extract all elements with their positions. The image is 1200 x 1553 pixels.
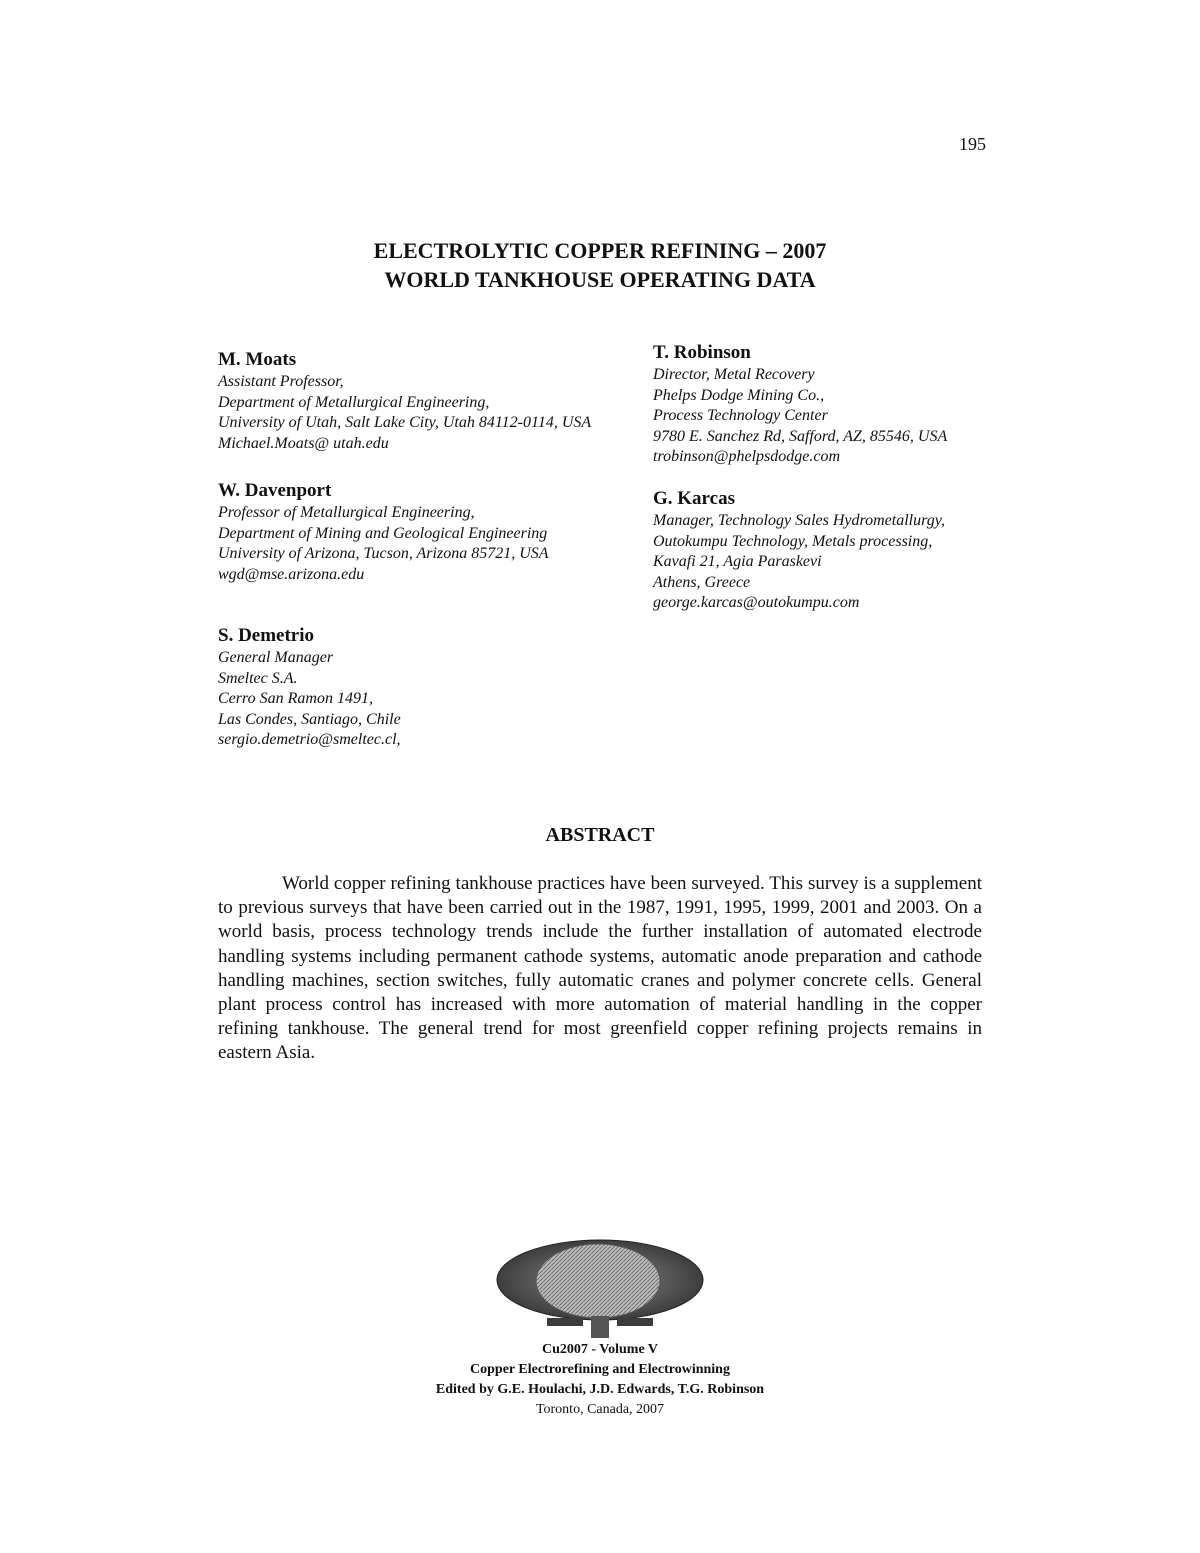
author-affiliation-line: Manager, Technology Sales Hydrometallurgy, — [653, 512, 945, 529]
footer-editors: Edited by G.E. Houlachi, J.D. Edwards, T.G. Robinson — [435, 1382, 765, 1397]
footer-volume: Cu2007 - Volume V — [541, 1342, 659, 1357]
author-name: T. Robinson — [653, 342, 751, 363]
author-affiliation-line: Department of Metallurgical Engineering, — [218, 393, 490, 411]
paper-title — [0, 236, 1200, 294]
author-affiliation-line: Cerro San Ramon 1491, — [218, 690, 373, 707]
author-email: sergio.demetrio@smeltec.cl, — [218, 731, 401, 748]
title-line-2: WORLD TANKHOUSE OPERATING DATA — [384, 267, 816, 292]
author-affiliation-line: Outokumpu Technology, Metals processing, — [653, 532, 933, 550]
author-affiliation-line: Department of Mining and Geological Engineering — [218, 524, 548, 542]
author-block-moats — [218, 348, 591, 454]
author-block-karcas — [653, 487, 945, 614]
author-email: trobinson@phelpsdodge.com — [653, 448, 840, 465]
author-email: wgd@mse.arizona.edu — [218, 565, 365, 583]
author-block-robinson — [653, 341, 947, 468]
proceedings-footer — [0, 1340, 1200, 1420]
author-email: Michael.Moats@ utah.edu — [218, 434, 389, 452]
page-number: 195 — [959, 134, 986, 154]
author-affiliation-line: Kavafi 21, Agia Paraskevi — [653, 553, 822, 570]
author-name: W. Davenport — [218, 480, 332, 501]
author-affiliation-line: Professor of Metallurgical Engineering, — [218, 504, 475, 521]
author-block-davenport — [218, 479, 549, 585]
author-name: G. Karcas — [653, 488, 735, 509]
abstract-heading: ABSTRACT — [545, 824, 655, 846]
author-affiliation-line: 9780 E. Sanchez Rd, Safford, AZ, 85546, USA — [653, 427, 948, 445]
author-affiliation-line: Phelps Dodge Mining Co., — [653, 386, 825, 404]
title-line-1: ELECTROLYTIC COPPER REFINING – 2007 — [373, 238, 827, 263]
author-affiliation-line: University of Arizona, Tucson, Arizona 85721, USA — [218, 545, 549, 562]
author-affiliation-line: Assistant Professor, — [218, 373, 344, 390]
conference-logo — [495, 1238, 705, 1340]
author-name: S. Demetrio — [218, 625, 315, 646]
author-name: M. Moats — [218, 349, 297, 370]
abstract-body: World copper refining tankhouse practices have been surveyed. This survey is a supplement to previous surveys that have been carried out in the 1987, 1991, 1995, 1999, 2001 and 2003. On a world basis, process technology trends include the further installation of automated electrode handling systems including permanent cathode systems, automatic anode preparation and cathode handling machines, section switches, fully automatic cranes and polymer concrete cells. General plant process control has increased with more automation of material handling in the copper refining tankhouse. The general trend for most greenfield copper refining projects remains in eastern Asia. — [218, 873, 982, 1064]
author-affiliation-line: Director, Metal Recovery — [653, 366, 815, 383]
footer-location: Toronto, Canada, 2007 — [535, 1402, 665, 1417]
author-affiliation-line: Las Condes, Santiago, Chile — [218, 710, 401, 728]
author-email: george.karcas@outokumpu.com — [653, 594, 860, 611]
author-affiliation-line: University of Utah, Salt Lake City, Utah 84112-0114, USA — [218, 414, 592, 431]
author-affiliation-line: Process Technology Center — [653, 407, 828, 424]
author-affiliation-line: General Manager — [218, 649, 334, 666]
footer-series-title: Copper Electrorefining and Electrowinning — [470, 1362, 730, 1377]
author-affiliation-line: Smeltec S.A. — [218, 669, 298, 687]
author-block-demetrio — [218, 624, 401, 751]
author-affiliation-line: Athens, Greece — [653, 573, 751, 591]
